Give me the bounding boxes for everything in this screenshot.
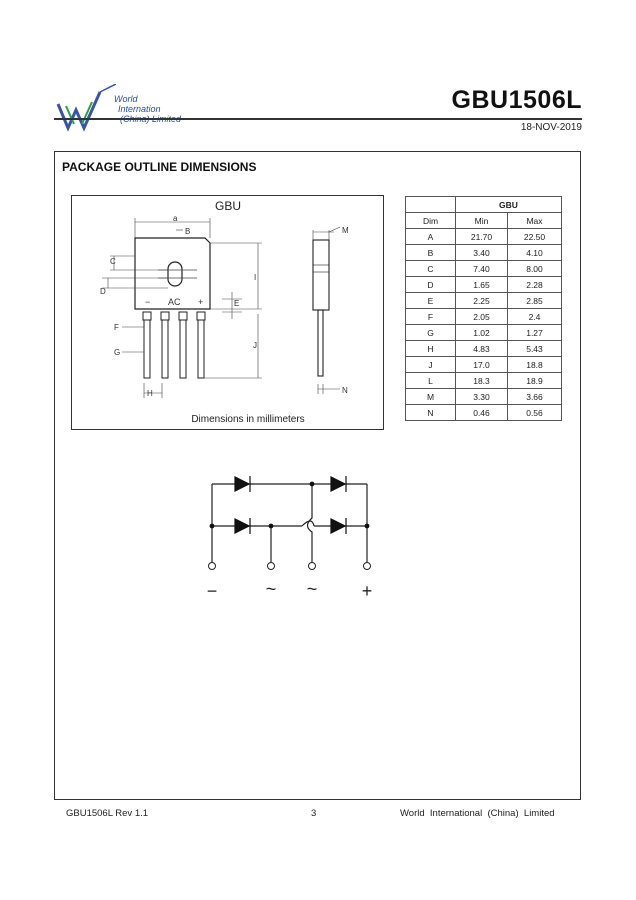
cell-min: 3.30 [456,389,508,405]
cell-min: 1.02 [456,325,508,341]
schematic-svg [195,470,395,605]
bridge-schematic [195,470,395,605]
table-row [406,341,562,357]
cell-max: 2.28 [508,277,562,293]
cell-max: 3.66 [508,389,562,405]
dim-label-m: M [342,226,349,235]
cell-max: 4.10 [508,245,562,261]
table-row [406,357,562,373]
cell-dim: M [406,389,456,405]
dim-label-e: E [234,299,240,308]
col-header-dim: Dim [406,213,456,229]
table-row [406,373,562,389]
dim-label-b: B [185,227,191,236]
cell-min: 7.40 [456,261,508,277]
package-outline-svg [72,196,383,429]
dim-label-d: D [100,287,106,296]
cell-min: 0.46 [456,405,508,421]
cell-dim: F [406,309,456,325]
cell-dim: A [406,229,456,245]
cell-max: 5.43 [508,341,562,357]
footer-revision: GBU1506L Rev 1.1 [66,808,149,819]
table-row [406,389,562,405]
cell-dim: J [406,357,456,373]
cell-max: 2.4 [508,309,562,325]
diode-icons [235,476,346,534]
cell-dim: N [406,405,456,421]
cell-dim: H [406,341,456,357]
cell-dim: G [406,325,456,341]
logo-line-1: World [114,94,138,104]
table-row [406,405,562,421]
dim-label-g: G [114,348,121,357]
footer-company: World International (China) Limited [400,808,555,819]
cell-max: 18.8 [508,357,562,373]
cell-min: 21.70 [456,229,508,245]
mounting-hole [168,262,182,286]
section-title: PACKAGE OUTLINE DIMENSIONS [62,160,257,174]
package-drawing [71,195,384,430]
logo-mark-icon [56,84,116,134]
table-row [406,309,562,325]
dimension-table [405,196,562,421]
table-row [406,325,562,341]
cell-min: 1.65 [456,277,508,293]
cell-min: 17.0 [456,357,508,373]
pin-mark-ac: AC [168,297,181,307]
cell-max: 2.85 [508,293,562,309]
footer-page-number: 3 [311,808,317,819]
terminal-minus: − [206,581,218,601]
pin-mark-minus: − [145,297,151,307]
document-date: 18-NOV-2019 [520,122,582,133]
cell-dim: L [406,373,456,389]
dim-label-a: a [173,214,178,223]
logo-line-2: Internation [118,104,161,114]
cell-max: 18.9 [508,373,562,389]
cell-min: 3.40 [456,245,508,261]
table-row [406,245,562,261]
table-row [406,261,562,277]
dim-label-f: F [114,323,119,332]
dim-label-c: C [110,257,116,266]
company-logo [56,84,196,134]
terminal-ac-1: ~ [265,579,277,599]
cell-max: 1.27 [508,325,562,341]
dim-label-j: J [253,341,257,350]
cell-max: 22.50 [508,229,562,245]
col-header-max: Max [508,213,562,229]
dimension-table-wrap [405,196,562,421]
cell-dim: B [406,245,456,261]
cell-max: 0.56 [508,405,562,421]
package-label: GBU [214,199,242,213]
page-title: GBU1506L [451,86,582,114]
cell-min: 2.25 [456,293,508,309]
cell-dim: C [406,261,456,277]
table-row [406,229,562,245]
cell-min: 4.83 [456,341,508,357]
cell-min: 18.3 [456,373,508,389]
cell-dim: E [406,293,456,309]
header-rule [54,118,582,120]
table-empty-corner [406,197,456,213]
col-header-min: Min [456,213,508,229]
table-group-header: GBU [456,197,562,213]
cell-max: 8.00 [508,261,562,277]
table-row [406,277,562,293]
table-row [406,293,562,309]
cell-min: 2.05 [456,309,508,325]
cell-dim: D [406,277,456,293]
terminal-plus: + [361,581,373,601]
dim-label-h: H [147,389,153,398]
pin-mark-plus: + [198,297,204,307]
dim-label-i: I [254,273,257,282]
leads [143,312,205,378]
dim-label-n: N [342,386,348,395]
terminal-ac-2: ~ [306,579,318,599]
side-view [313,240,329,376]
drawing-caption: Dimensions in millimeters [191,414,305,425]
